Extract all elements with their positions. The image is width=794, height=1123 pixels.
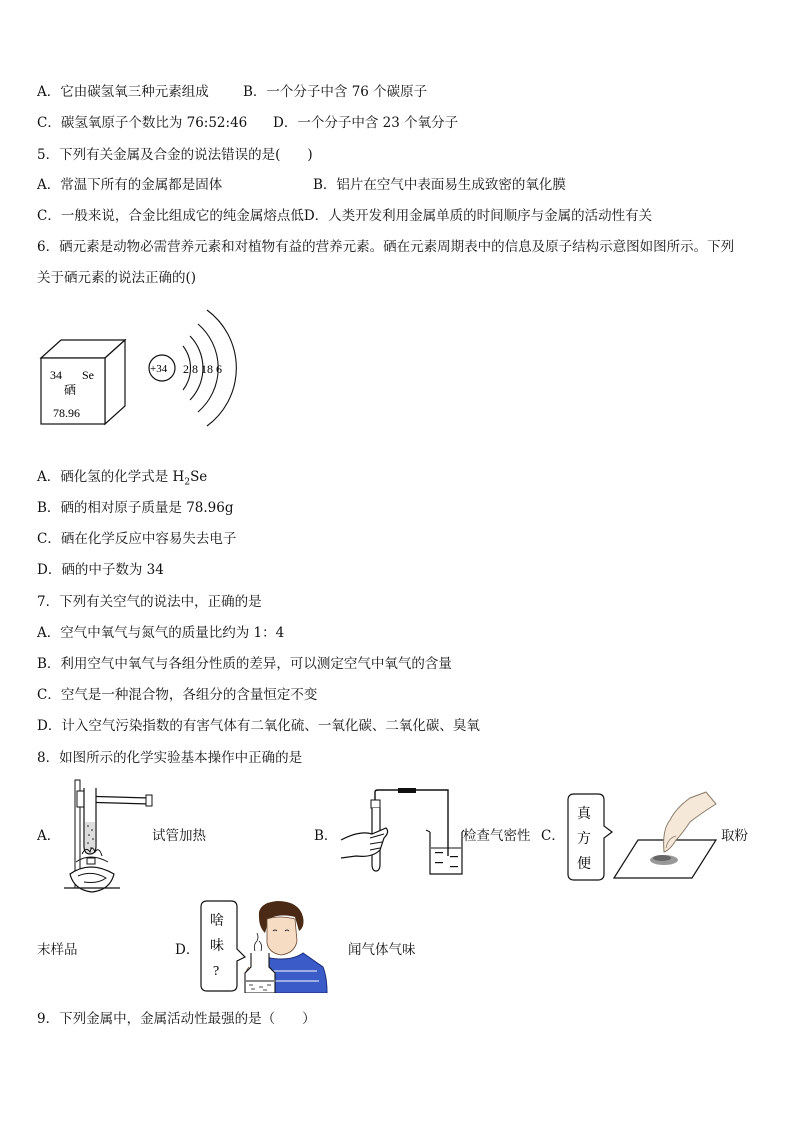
q5-option-a: A．常温下所有的金属都是固体 <box>37 177 223 193</box>
test-tube-heating-illustration <box>62 778 154 896</box>
bubble-c-char-1: 真 <box>577 807 591 822</box>
q6-option-b: B．硒的相对原子质量是 78.96g <box>37 500 234 516</box>
q7-option-a: A．空气中氧气与氮气的质量比约为 1：4 <box>37 625 285 641</box>
q5-option-cd: C．一般来说，合金比组成它的纯金属熔点低D．人类开发利用金属单质的时间顺序与金属的活动性有关 <box>37 208 653 224</box>
bubble-d-char-3: ? <box>213 964 220 979</box>
q8-option-a-caption: 试管加热 <box>152 828 206 844</box>
bubble-c-char-3: 便 <box>577 857 591 872</box>
q6-stem-line2: 关于硒元素的说法正确的() <box>37 270 197 286</box>
q5-option-b: B．铝片在空气中表面易生成致密的氧化膜 <box>313 177 566 193</box>
q6-option-a-prefix: A．硒化氢的化学式是 H <box>37 469 185 485</box>
bubble-d-char-2: 味 <box>210 939 224 954</box>
q8-option-b-letter: B． <box>314 828 338 844</box>
q8-option-d-letter: D． <box>175 942 200 958</box>
q9-stem: 9．下列金属中，金属活动性最强的是（ ） <box>37 1011 316 1027</box>
q6-option-a <box>37 468 207 492</box>
q5-stem: 5．下列有关金属及合金的说法错误的是( ) <box>37 147 313 163</box>
element-name: 硒 <box>64 383 77 397</box>
q4-option-d: D．一个分子中含 23 个氧分子 <box>273 115 459 131</box>
bubble-d-char-1: 啥 <box>210 914 224 929</box>
q7-stem: 7．下列有关空气的说法中，正确的是 <box>37 594 262 610</box>
bubble-c-char-2: 方 <box>577 832 591 847</box>
smelling-gas-illustration <box>199 897 331 993</box>
q6-option-c: C．硒在化学反应中容易失去电子 <box>37 531 237 547</box>
q8-option-a-letter: A． <box>37 828 61 844</box>
powder-sampling-illustration <box>566 790 721 884</box>
q6-option-d: D．硒的中子数为 34 <box>37 562 164 578</box>
element-mass: 78.96 <box>53 406 80 420</box>
electron-shells: 2 8 18 6 <box>183 362 222 376</box>
element-tile-figure <box>38 337 130 429</box>
nucleus-charge: +34 <box>150 363 168 375</box>
q8-stem: 8．如图所示的化学实验基本操作中正确的是 <box>37 750 303 766</box>
q6-option-a-subscript: 2 <box>184 477 191 488</box>
q8-option-c-caption-part2: 末样品 <box>37 942 78 958</box>
q4-option-a: A．它由碳氢氧三种元素组成 <box>37 84 209 100</box>
q6-option-a-suffix: Se <box>190 469 208 485</box>
q8-option-d-caption: 闻气体气味 <box>348 942 416 958</box>
q4-option-c: C．碳氢氧原子个数比为 76:52:46 <box>37 115 248 131</box>
q8-option-b-caption: 检查气密性 <box>463 828 531 844</box>
q7-option-b: B．利用空气中氧气与各组分性质的差异，可以测定空气中氧气的含量 <box>37 656 452 672</box>
q7-option-d: D．计入空气污染指数的有害气体有二氧化硫、一氧化碳、二氧化碳、臭氧 <box>37 718 480 734</box>
atomic-structure-diagram <box>145 302 245 432</box>
q8-option-c-letter: C． <box>541 828 565 844</box>
q4-option-b: B．一个分子中含 76 个碳原子 <box>243 84 428 100</box>
element-number: 34 <box>50 368 62 382</box>
q7-option-c: C．空气是一种混合物，各组分的含量恒定不变 <box>37 687 318 703</box>
airtightness-check-apparatus <box>340 778 465 878</box>
q8-option-c-caption-part1: 取粉 <box>721 828 748 844</box>
q6-stem-line1: 6．硒元素是动物必需营养元素和对植物有益的营养元素。硒在元素周期表中的信息及原子结构示意图如图所示。下列 <box>37 239 735 255</box>
element-symbol: Se <box>82 368 94 382</box>
